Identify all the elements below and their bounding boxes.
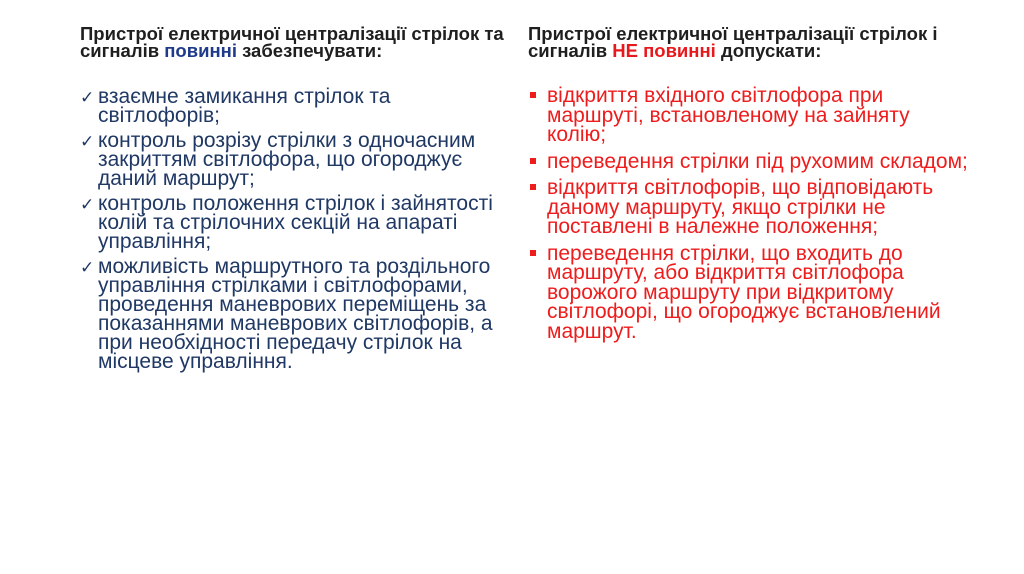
left-heading-accent: повинні (164, 40, 237, 61)
list-item (528, 178, 968, 237)
left-heading-text: Пристрої електричної централізації стрілок та сигналів (80, 23, 504, 61)
list-item (528, 149, 968, 173)
left-list (80, 87, 510, 371)
list-item-text: відкриття світлофорів, що відповідають даному маршруту, якщо стрілки не поставлені в належне положення; (547, 176, 934, 238)
list-item-text: взаємне замикання стрілок та світлофорів; (98, 85, 391, 127)
list-item-text: відкриття вхідного світлофора при маршруті, встановленому на зайняту колію; (547, 84, 910, 146)
left-column (80, 25, 510, 377)
list-item-text: переведення стрілки, що входить до маршруту, або відкриття світлофора ворожого маршруту при відкритому світлофорі, що огороджує встановлений маршрут. (547, 241, 941, 343)
right-list (528, 86, 968, 341)
list-item-text: переведення стрілки під рухомим складом; (547, 149, 968, 173)
list-item (528, 86, 968, 145)
list-item-text: контроль положення стрілок і зайнятості колій та стрілочних секцій на апараті управління; (98, 192, 493, 253)
list-item (80, 131, 510, 188)
right-heading-text: Пристрої електричної централізації стрілок і сигналів (528, 23, 938, 61)
list-item (80, 87, 510, 125)
left-heading-text-end: забезпечувати: (236, 40, 383, 61)
checkmark-icon: ✓ (80, 195, 95, 214)
list-item-text: контроль розрізу стрілки з одночасним закриттям світлофора, що огороджує даний маршрут; (98, 129, 476, 190)
right-heading (528, 25, 968, 59)
checkmark-icon: ✓ (80, 88, 95, 107)
right-heading-accent: НЕ повинні (612, 40, 716, 61)
list-item-text: можливість маршрутного та роздільного управління стрілками і світлофорами, проведення маневрових переміщень за показаннями маневрових світлофорів, а при необхідності передачу стрілок на місцеве управління. (98, 255, 493, 373)
list-item (528, 241, 968, 343)
square-bullet-icon (530, 184, 536, 190)
checkmark-icon: ✓ (80, 132, 95, 151)
square-bullet-icon (530, 92, 536, 98)
square-bullet-icon (530, 158, 536, 164)
right-heading-text-end: допускати: (715, 40, 822, 61)
left-heading (80, 25, 510, 59)
square-bullet-icon (530, 250, 536, 256)
list-item (80, 257, 510, 371)
right-column (528, 25, 968, 348)
list-item (80, 194, 510, 251)
checkmark-icon: ✓ (80, 258, 95, 277)
